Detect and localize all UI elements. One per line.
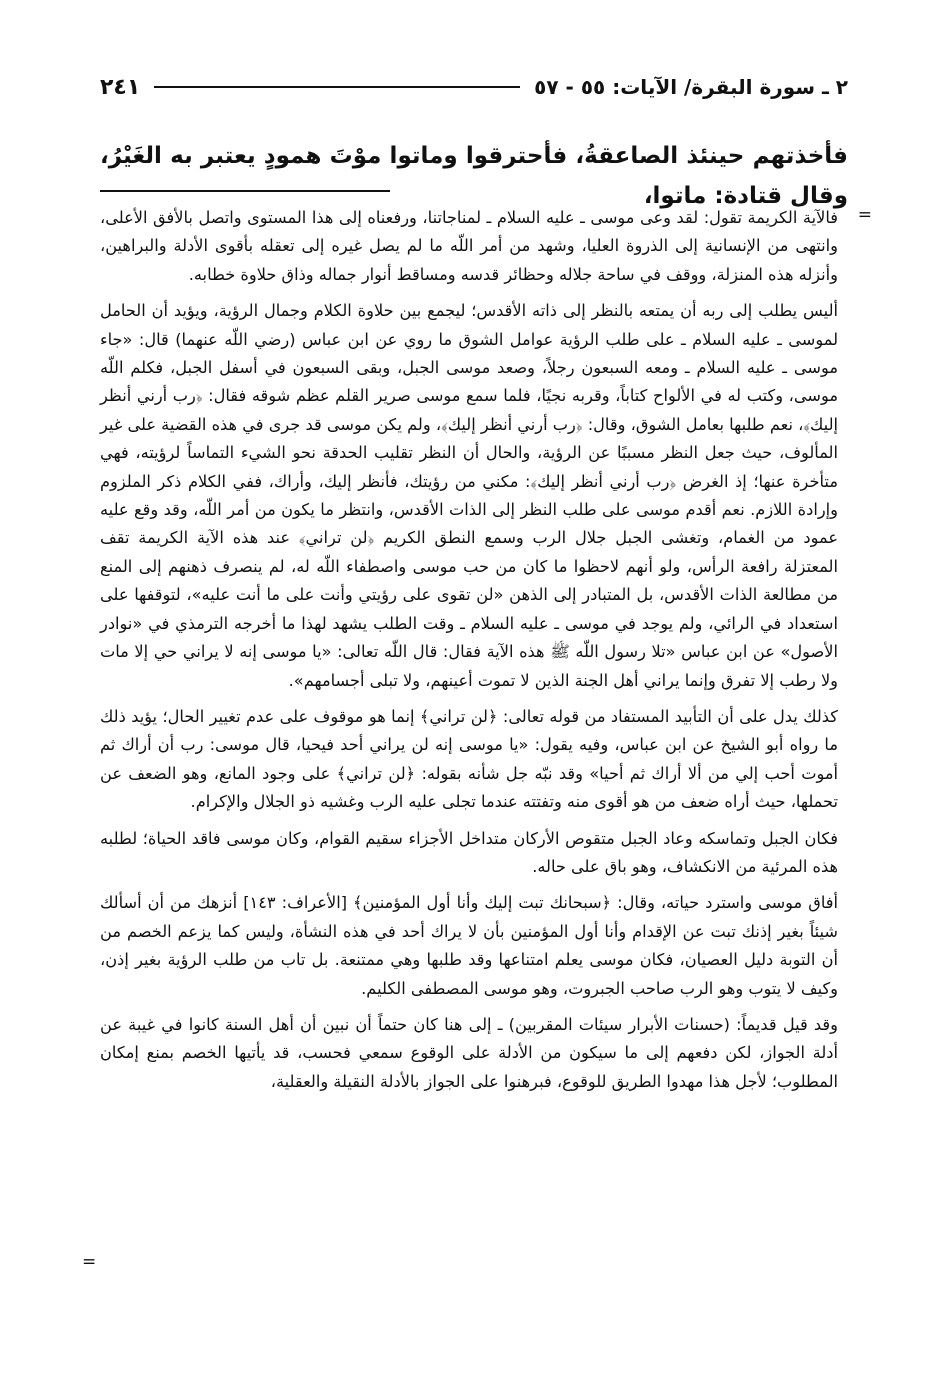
footnote-paragraph: أفاق موسى واسترد حياته، وقال: ﴿سبحانك تبت إليك وأنا أول المؤمنين﴾ [الأعراف: ١٤٣] أنزهك من أن أسألك شيئاً بغير إذنك تبت عن الإقدام وأنا أول المؤمنين بأن لا يراك أحد في هذه النشأة، وليس كما يزعم الخصم من أن التوبة دليل العصيان، فكان موسى يعلم امتناعها وقد طلبها وهي ممتنعة. بل تاب من طلب الرؤية بغير إذن، وكيف لا يتوب وهو الرب صاحب الجبروت، وهو موسى المصطفى الكليم. xyxy=(100,893,838,998)
footnotes xyxy=(100,204,838,1104)
page-header xyxy=(100,72,848,102)
footnote-paragraph: فكان الجبل وتماسكه وعاد الجبل متقوص الأركان متداخل الأجزاء سقيم القوام، وكان موسى فاقد الحياة؛ لطلبه هذه المرئية من الانكشاف، وهو باق على حاله. xyxy=(100,828,838,876)
continuation-mark-start: = xyxy=(857,205,872,225)
footnote-paragraph: وقد قيل قديماً: (حسنات الأبرار سيئات المقربين) ـ إلى هنا كان حتماً أن نبين أن أهل السنة كانوا في غيبة عن أدلة الجواز، لكن دفعهم إلى ما سيكون من الأدلة على الوقوع سمعي فحسب، قد يأتيها الخصم بمنع إمكان المطلوب؛ لأجل هذا مهدوا الطريق للوقوع، فبرهنوا على الجواز بالأدلة النقيلة والعقلية، xyxy=(100,1014,838,1091)
footnote-separator xyxy=(100,190,390,192)
footnote-paragraph: فالآية الكريمة تقول: لقد وعى موسى ـ عليه السلام ـ لمناجاتنا، ورفعناه إلى هذا المستوى واتصل بالأفق الأعلى، وانتهى من الإنسانية إلى الذروة العليا، وشهد من أمر اللّه ما لم يصل غيره إلى تعقله بأقوى الأدلة والبراهين، وأنزله هذه المنزلة، ووقف في ساحة جلاله وحظائر قدسه ومساقط أنوار جماله وذاق حلاوة خطابه. xyxy=(100,208,838,284)
chapter-title: ٢ ـ سورة البقرة/ الآيات: ٥٥ - ٥٧ xyxy=(534,75,848,99)
main-text: فأخذتهم حينئذ الصاعقةُ، فأحترقوا وماتوا موْتَ همودٍ يعتبر به الغَيْرُ، وقال قتادة: ماتوا، xyxy=(100,143,848,209)
page-number: ٢٤١ xyxy=(100,74,141,100)
footnote-paragraph: أليس يطلب إلى ربه أن يمتعه بالنظر إلى ذاته الأقدس؛ ليجمع بين حلاوة الكلام وجمال الرؤية، ويؤيد أن الحامل لموسى ـ عليه السلام ـ على طلب الرؤية عوامل الشوق ما روي عن ابن عباس (رضي اللّه عنهما) قال: «جاء موسى ـ عليه السلام ـ ومعه السبعون رجلاً، وصعد موسى الجبل، وبقى السبعون في أسفل الجبل، فكلم اللّه موسى، وكتب له في الألواح كتاباً، وقربه نجيًا، فلما سمع موسى صرير القلم عظم شوقه فقال: ﴿رب أرني أنظر إليك﴾، نعم طلبها بعامل الشوق، وقال: ﴿رب أرني أنظر إليك﴾، ولم يكن موسى قد جرى في هذه القضية على غير المألوف، حيث جعل النظر مسببًا عن الرؤية، والحال أن النظر تقليب الحدقة نحو الشيء التماساً لرؤيته، فهي متأخرة عنها؛ إذ الغرض ﴿رب أرني أنظر إليك﴾: مكني من رؤيتك، فأنظر إليك، وأراك، ففي الكلام ذكر الملزوم وإرادة اللازم. نعم أقدم موسى على طلب النظر إلى الذات الأقدس، وانتظر ما يكون من أمر اللّه، وقد وقع عليه عمود من الغمام، وتغشى الجبل جلال الرب وسمع النطق الكريم ﴿لن تراني﴾ عند هذه الآية الكريمة تقف المعتزلة رافعة الرأس، ولو أنهم لاحظوا ما كان من حب موسى واصطفاء اللّه له، لم ينصرف ذهنهم إلى المنع من مطالعة الذات الأقدس، بل المتبادر إلى الذهن «لن تقوى على رؤيتي وأنت على ما أنت عليه»، لتوقفها على استعداد في الرائي، ولم يوجد في موسى ـ عليه السلام ـ وقت الطلب يشهد لهذا ما أخرجه الترمذي في «نوادر الأصول» عن ابن عباس «تلا رسول اللّه ﷺ هذه الآية فقال: قال اللّه تعالى: «يا موسى إنه لا يراني حي إلا مات ولا رطب إلا تفرق وإنما يراني أهل الجنة الذين لا تموت أعينهم، ولا تبلى أجسامهم». xyxy=(100,301,838,690)
header-rule xyxy=(154,86,520,88)
footnote-paragraph: كذلك يدل على أن التأبيد المستفاد من قوله تعالى: ﴿لن تراني﴾ إنما هو موقوف على عدم تغيير الحال؛ يؤيد ذلك ما رواه أبو الشيخ عن ابن عباس، وفيه يقول: «يا موسى إنه لن يراني أحد فيحيا، قال موسى: رب أن أراك ثم أموت أحب إلي من ألا أراك ثم أحيا» وقد نبّه جل شأنه بقوله: ﴿لن تراني﴾ على وجود المانع، وهو الضعف عن تحملها، حيث أراه ضعف من هو أقوى منه وتفتته عندما تجلى عليه الرب وغشيه ذو الجلال والإكرام. xyxy=(100,706,838,812)
continuation-mark-end: = xyxy=(82,1252,97,1272)
